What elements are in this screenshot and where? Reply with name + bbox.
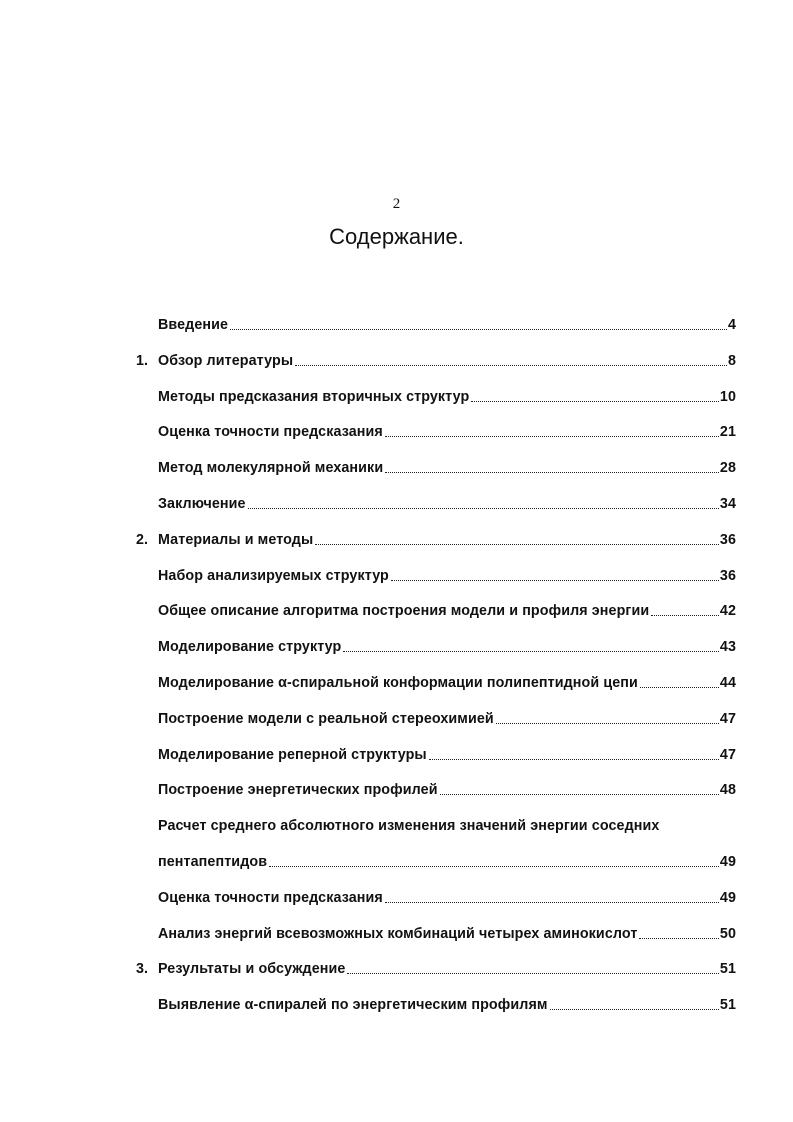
page-number: 2 — [392, 196, 401, 212]
toc-page-number: 51 — [719, 997, 736, 1014]
toc-entry-label: Заключение — [158, 495, 246, 512]
toc-entry-label: Выявление α-спиралей по энергетическим профилям — [158, 997, 548, 1014]
toc-page-number: 36 — [719, 531, 736, 548]
toc-page-number: 28 — [719, 460, 736, 477]
dot-leader — [269, 866, 719, 867]
toc-entry-label: Построение модели с реальной стереохимией — [158, 710, 494, 727]
toc-entry-label: Обзор литературы — [158, 352, 294, 369]
toc-page-number: 48 — [719, 782, 736, 799]
page-title: Содержание. — [329, 224, 464, 249]
toc-entry — [0, 524, 793, 560]
dot-leader — [639, 938, 718, 939]
toc-entry — [0, 560, 793, 596]
toc-entry — [0, 810, 793, 882]
dot-leader — [347, 973, 718, 974]
toc-section-number: 1. — [136, 352, 149, 369]
dot-leader — [471, 401, 719, 402]
toc-entry — [0, 739, 793, 775]
toc-entry-label: Моделирование реперной структуры — [158, 746, 427, 763]
toc-page-number: 49 — [719, 889, 736, 906]
toc-page-number: 50 — [719, 925, 736, 942]
dot-leader — [315, 544, 719, 545]
toc-entry — [0, 703, 793, 739]
toc-entry-label: Набор анализируемых структур — [158, 567, 389, 584]
toc-entry-label: Моделирование структур — [158, 639, 342, 656]
toc-entry — [0, 631, 793, 667]
toc-entry — [0, 416, 793, 452]
dot-leader — [385, 436, 719, 437]
dot-leader — [295, 365, 727, 366]
toc-page-number: 47 — [719, 746, 736, 763]
toc-section-number: 2. — [136, 531, 149, 548]
toc-entry — [0, 595, 793, 631]
toc-entry — [0, 918, 793, 954]
toc-page-number: 34 — [719, 495, 736, 512]
toc-page-number: 44 — [719, 674, 736, 691]
toc-entry — [0, 774, 793, 810]
toc-page-number: 49 — [719, 853, 736, 870]
toc-entry-label: Построение энергетических профилей — [158, 782, 438, 799]
toc-entry-label: Оценка точности предсказания — [158, 889, 383, 906]
dot-leader — [640, 687, 719, 688]
dot-leader — [248, 508, 719, 509]
toc-page-number: 8 — [727, 352, 736, 369]
dot-leader — [440, 794, 719, 795]
dot-leader — [496, 723, 719, 724]
toc-page-number: 47 — [719, 710, 736, 727]
toc-page-number: 51 — [719, 961, 736, 978]
table-of-contents — [0, 309, 793, 1025]
toc-page-number: 10 — [719, 388, 736, 405]
toc-entry — [0, 381, 793, 417]
toc-entry-label: Методы предсказания вторичных структур — [158, 388, 470, 405]
toc-entry-label: Анализ энергий всевозможных комбинаций четырех аминокислот — [158, 925, 638, 942]
toc-section-number: 3. — [136, 961, 149, 978]
dot-leader — [429, 759, 719, 760]
toc-entry — [0, 309, 793, 345]
toc-page-number: 4 — [727, 317, 736, 333]
toc-entry — [0, 452, 793, 488]
toc-entry — [0, 667, 793, 703]
dot-leader — [391, 580, 719, 581]
toc-page-number: 42 — [719, 603, 736, 620]
toc-entry-label: Материалы и методы — [158, 531, 314, 548]
toc-entry-label: Результаты и обсуждение — [158, 961, 346, 978]
dot-leader — [343, 651, 719, 652]
toc-entry — [0, 488, 793, 524]
toc-entry-label: Моделирование α-спиральной конформации полипептидной цепи — [158, 674, 638, 691]
toc-entry — [0, 345, 793, 381]
toc-entry-label: Введение — [158, 317, 229, 333]
dot-leader — [385, 902, 719, 903]
toc-entry-label: пентапептидов — [158, 853, 268, 870]
toc-entry — [0, 989, 793, 1025]
dot-leader — [385, 472, 719, 473]
dot-leader — [651, 615, 719, 616]
toc-entry-label: Оценка точности предсказания — [158, 424, 383, 441]
toc-entry-label: Метод молекулярной механики — [158, 460, 384, 477]
toc-entry — [0, 882, 793, 918]
toc-page-number: 43 — [719, 639, 736, 656]
toc-entry-label: Общее описание алгоритма построения модели и профиля энергии — [158, 603, 650, 620]
toc-entry-label-line1: Расчет среднего абсолютного изменения значений энергии соседних — [158, 818, 660, 835]
dot-leader — [230, 329, 727, 330]
toc-page-number: 21 — [719, 424, 736, 441]
dot-leader — [550, 1009, 719, 1010]
toc-entry — [0, 953, 793, 989]
toc-page-number: 36 — [719, 567, 736, 584]
